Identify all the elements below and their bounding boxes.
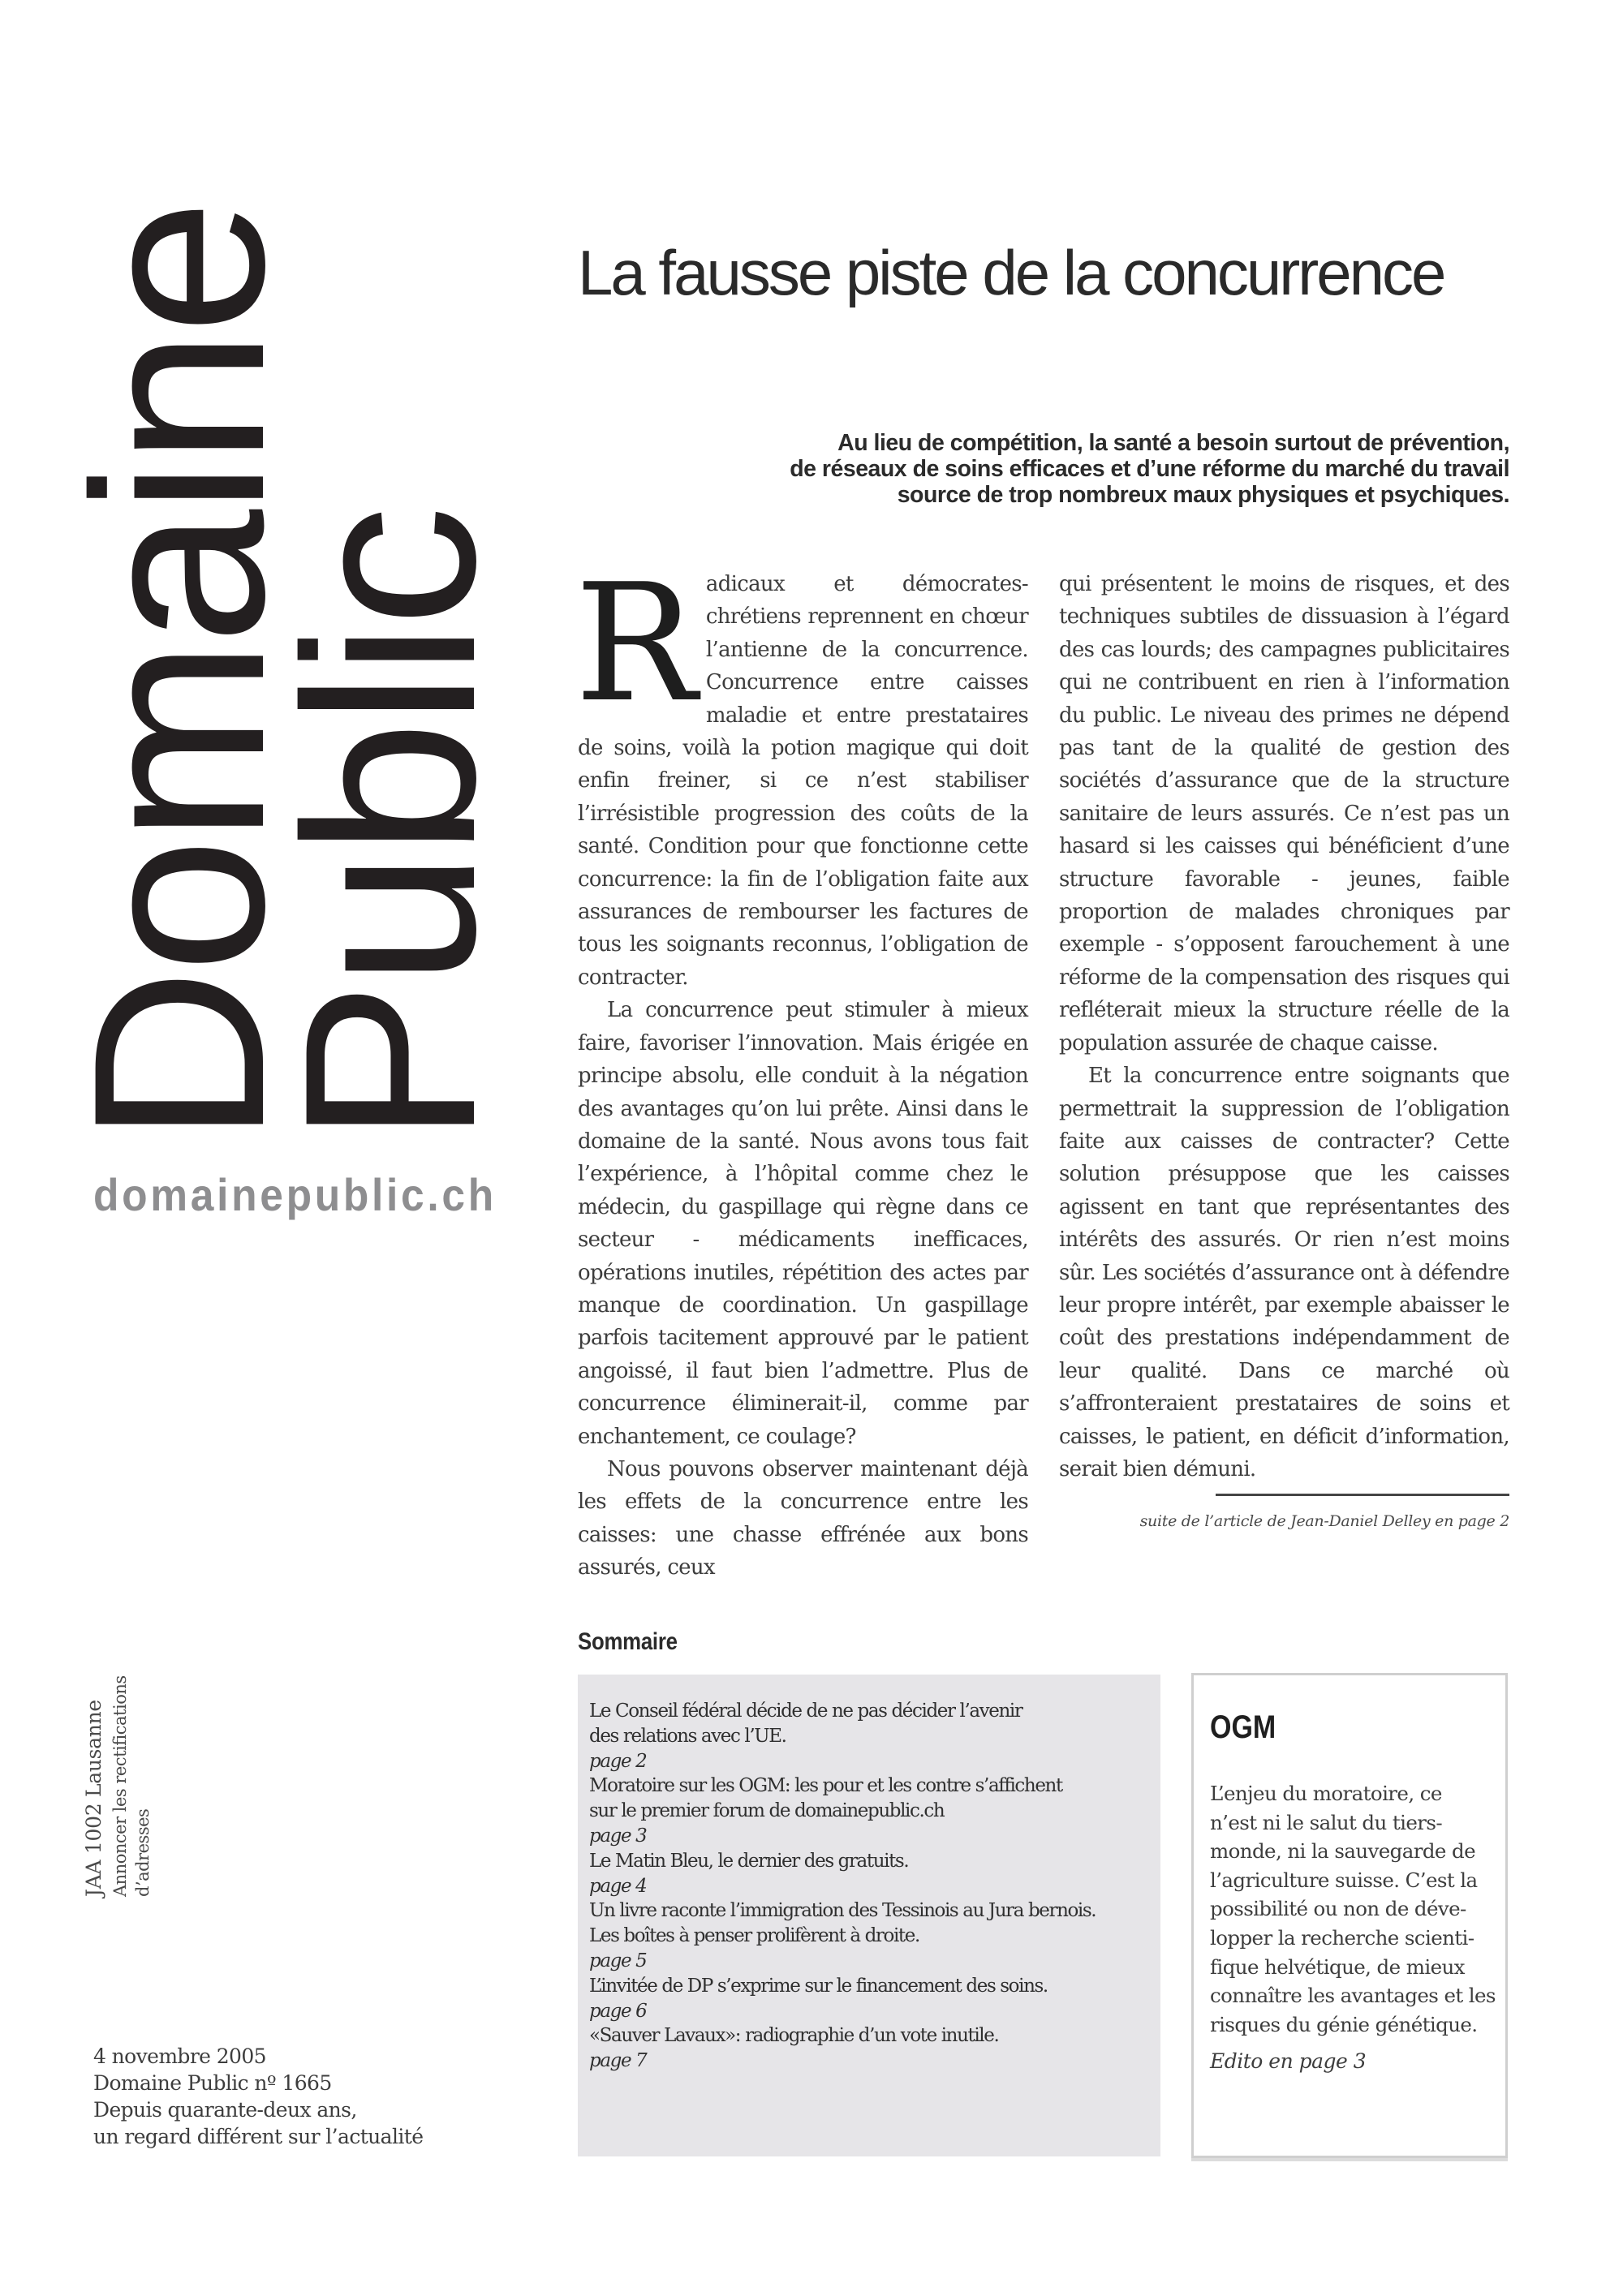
article-paragraph: qui présentent le moins de risques, et des techniques subtiles de dissuasion à l’égard des cas lourds; des campagnes publicitaires qui ne contribuent en rien à l’information du public. Le niveau des primes ne dépend pas tant de la qualité de gestion des sociétés d’assurance que de la structure sanitaire de leurs assurés. Ce n’est pas un hasard si les caisses qui bénéficient d’une structure favorable - jeunes, faible proportion de malades chroniques par exemple - s’opposent farouchement à une réforme de la compensation des risques qui refléterait mieux la structure réelle de la population assurée de chaque caisse. [1059,572,1509,1056]
sommaire-item-text: sur le premier forum de domainepublic.ch [589,1800,945,1822]
sommaire-box [578,1675,1160,2156]
article-deck [536,430,1509,508]
deck-line: source de trop nombreux maux physiques et psychiques. [897,482,1509,508]
article-column-2 [1059,568,1509,1486]
article-title: La fausse piste de la concurrence [578,237,1444,308]
paragraph-text: adicaux et démocrates-chrétiens reprennent en chœur l’antienne de la concurrence. Concurrence entre caisses maladie et entre prestataires de soins, voilà la potion magique qui doit enfin freiner, si ce n’est stabiliser l’irrésistible progression des coûts de la santé. Condition pour que fonctionne cette concurrence: la fin de l’obligation faite aux assurances de rembourser les factures de tous les soignants reconnus, l’obligation de contracter. [578,572,1028,990]
sommaire-heading: Sommaire [578,1628,678,1655]
sommaire-item[interactable] [589,1898,1152,1973]
sommaire-item-page[interactable]: page 4 [589,1875,647,1897]
tagline: un regard différent sur l’actualité [93,2125,424,2148]
drop-cap: R [575,549,696,738]
masthead-public: Public [253,510,526,1144]
ogm-line: l’agriculture suisse. C’est la [1210,1868,1478,1892]
sommaire-item[interactable] [589,1849,1152,1899]
ogm-line: monde, ni la sauvegarde de [1210,1839,1476,1864]
postal-line: d’adresses [133,1808,153,1897]
sommaire-item-page[interactable]: page 5 [589,1950,647,1971]
ogm-title: OGM [1210,1709,1276,1745]
postal-info [80,1675,154,1897]
sommaire-item-page[interactable]: page 3 [589,1825,647,1847]
ogm-sidebar [1191,1673,1508,2158]
sommaire-item-text: Un livre raconte l’immigration des Tessinois au Jura bernois. [589,1900,1096,1922]
colophon [93,2043,423,2150]
ogm-line: connaître les avantages et les [1210,1984,1496,2008]
sommaire-item-text: Les boîtes à penser prolifèrent à droite. [589,1925,919,1947]
ogm-line: lopper la recherche scienti- [1210,1925,1474,1950]
ogm-line: possibilité ou non de déve- [1210,1897,1466,1921]
sommaire-item-page[interactable]: page 6 [589,2000,647,2022]
ogm-edito-link[interactable]: Edito en page 3 [1210,2049,1367,2073]
masthead-domaine: Domaine [42,204,315,1144]
ogm-line: risques du génie génétique. [1210,2012,1478,2036]
deck-line: de réseaux de soins efficaces et d’une réforme du marché du travail [790,456,1509,482]
sommaire-item-text: Le Matin Bleu, le dernier des gratuits. [589,1850,909,1872]
sommaire-item-text: «Sauver Lavaux»: radiographie d’un vote inutile. [589,2025,999,2047]
sommaire-list [589,1699,1152,2074]
divider-rule [1216,1494,1509,1496]
sommaire-item[interactable] [589,1774,1152,1848]
sommaire-item-text: Le Conseil fédéral décide de ne pas décider l’avenir [589,1701,1022,1722]
sommaire-item-page[interactable]: page 2 [589,1750,647,1772]
sommaire-item-text: L’invitée de DP s’exprime sur le financement des soins. [589,1975,1048,1997]
sommaire-item-page[interactable]: page 7 [589,2050,647,2072]
sommaire-item[interactable] [589,1699,1152,1774]
ogm-line: n’est ni le salut du tiers- [1210,1810,1443,1834]
deck-line: Au lieu de compétition, la santé a besoin surtout de prévention, [837,430,1509,456]
postal-line: JAA 1002 Lausanne [82,1700,105,1897]
ogm-text [1210,1779,1494,2039]
article-paragraph: Et la concurrence entre soignants que permettrait la suppression de l’obligation faite aux caisses de contracter? Cette solution présuppose que les caisses agissent en tant que représentantes des intérêts des assurés. Or rien n’est moins sûr. Les sociétés d’assurance ont à défendre leur propre intérêt, par exemple abaisser le coût des prestations indépendamment de leur qualité. Dans ce marché où s’affronteraient prestataires de soins et caisses, le patient, en déficit d’information, serait bien démuni. [1059,1064,1509,1481]
sommaire-item[interactable] [589,1974,1152,2024]
website-url[interactable]: domainepublic.ch [93,1169,497,1220]
postal-line: Annoncer les rectifications [110,1675,130,1897]
masthead-logo-public [253,130,526,1144]
sommaire-item-text: Moratoire sur les OGM: les pour et les contre s’affichent [589,1775,1062,1797]
ogm-line: L’enjeu du moratoire, ce [1210,1782,1442,1805]
sommaire-item-text: des relations avec l’UE. [589,1725,786,1747]
tagline: Depuis quarante-deux ans, [93,2098,357,2122]
sommaire-item[interactable] [589,2023,1152,2074]
article-column-1 [575,549,1028,1584]
issue-date: 4 novembre 2005 [93,2044,266,2068]
issue-number: Domaine Public nº 1665 [93,2071,332,2095]
article-paragraph: Nous pouvons observer maintenant déjà les effets de la concurrence entre les caisses: une chasse effrénée aux bons assurés, ceux [578,1456,1028,1580]
article-paragraph: La concurrence peut stimuler à mieux faire, favoriser l’innovation. Mais érigée en principe absolu, elle conduit à la négation des avantages qu’on lui prête. Ainsi dans le domaine de la santé. Nous avons tous fait l’expérience, à l’hôpital comme chez le médecin, du gaspillage qui règne dans ce secteur - médicaments inefficaces, opérations inutiles, répétition des actes par manque de coordination. Un gaspillage parfois tacitement approuvé par le patient angoissé, il faut bien l’admettre. Plus de concurrence éliminerait-il, comme par enchantement, ce coulage? [578,998,1028,1449]
continuation-note: suite de l’article de Jean-Daniel Delley en page 2 [1139,1512,1509,1531]
article-paragraph [575,549,1028,994]
ogm-line: fique helvétique, de mieux [1210,1954,1465,1979]
